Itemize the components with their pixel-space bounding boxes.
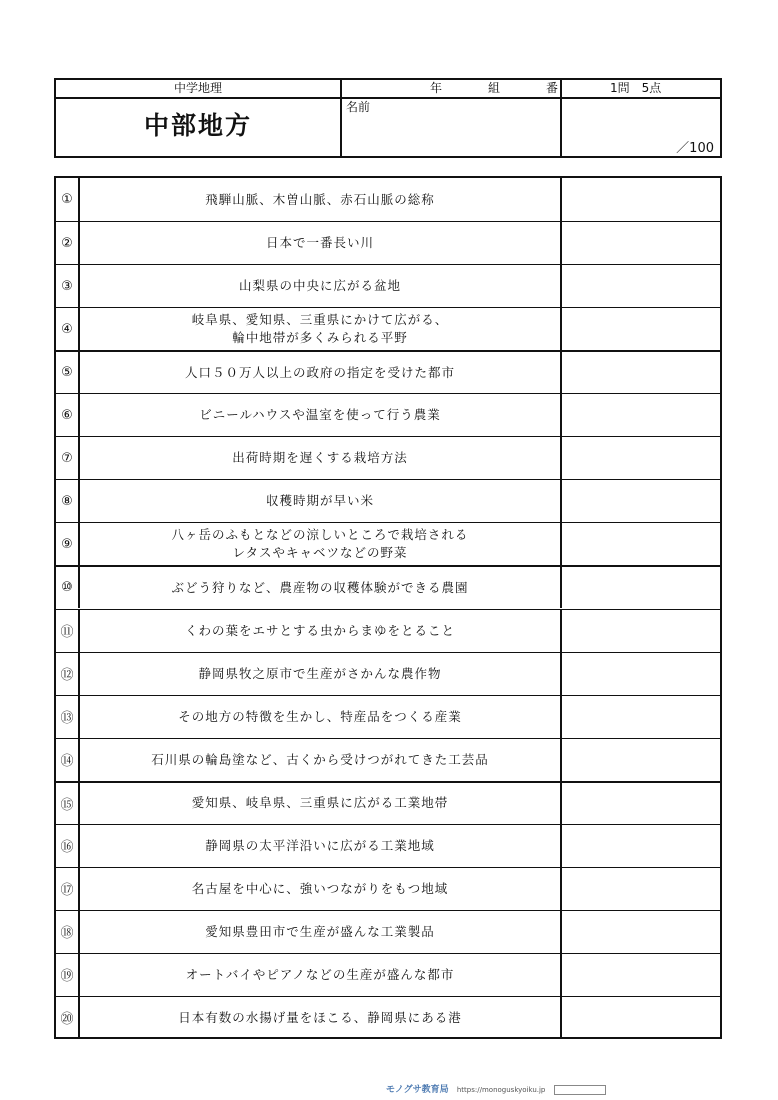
subject-label: 中学地理 <box>56 80 342 99</box>
question-row <box>56 695 720 738</box>
score-label: ／100 <box>676 141 714 156</box>
question-text: ぶどう狩りなど、農産物の収穫体験ができる農園 <box>80 567 562 608</box>
class-label: 組 <box>488 81 501 95</box>
class-info <box>342 80 562 99</box>
question-number: ⑤ <box>56 352 80 393</box>
question-text: 静岡県牧之原市で生産がさかんな農作物 <box>80 653 562 695</box>
question-row <box>56 565 720 608</box>
answer-cell[interactable] <box>562 911 720 953</box>
question-text: 日本有数の水揚げ量をほこる、静岡県にある港 <box>80 997 562 1039</box>
answer-cell[interactable] <box>562 696 720 738</box>
question-number: ⑯ <box>56 825 80 867</box>
footer <box>386 1082 606 1095</box>
question-number: ⑭ <box>56 739 80 781</box>
footer-note: https://monoguskyoiku.jp <box>456 1086 546 1094</box>
question-row <box>56 609 720 652</box>
answer-cell[interactable] <box>562 997 720 1039</box>
question-number: ⑧ <box>56 480 80 522</box>
question-number: ⑦ <box>56 437 80 479</box>
answer-cell[interactable] <box>562 308 720 350</box>
year-label: 年 <box>430 81 443 95</box>
question-row <box>56 996 720 1039</box>
question-row <box>56 221 720 264</box>
question-text: 人口５０万人以上の政府の指定を受けた都市 <box>80 352 562 393</box>
answer-cell[interactable] <box>562 352 720 393</box>
name-label: 名前 <box>346 100 371 114</box>
question-number: ② <box>56 222 80 264</box>
answer-cell[interactable] <box>562 394 720 436</box>
answer-cell[interactable] <box>562 178 720 221</box>
question-row <box>56 264 720 307</box>
answer-cell[interactable] <box>562 954 720 996</box>
question-row <box>56 824 720 867</box>
answer-cell[interactable] <box>562 610 720 652</box>
question-number: ⑥ <box>56 394 80 436</box>
question-number: ⑩ <box>56 567 80 608</box>
answer-cell[interactable] <box>562 653 720 695</box>
question-row <box>56 522 720 565</box>
question-number: ⑪ <box>56 610 80 652</box>
question-table <box>54 176 722 1039</box>
question-row <box>56 781 720 824</box>
answer-cell[interactable] <box>562 868 720 910</box>
question-row <box>56 350 720 393</box>
question-text: 静岡県の太平洋沿いに広がる工業地域 <box>80 825 562 867</box>
question-row <box>56 652 720 695</box>
answer-cell[interactable] <box>562 523 720 565</box>
question-text: 収穫時期が早い米 <box>80 480 562 522</box>
question-text: 飛騨山脈、木曽山脈、赤石山脈の総称 <box>80 178 562 221</box>
question-row <box>56 953 720 996</box>
question-number: ⑮ <box>56 783 80 824</box>
answer-cell[interactable] <box>562 437 720 479</box>
footer-box <box>554 1085 606 1095</box>
question-text: ビニールハウスや温室を使って行う農業 <box>80 394 562 436</box>
header-table <box>54 78 722 158</box>
question-text: 名古屋を中心に、強いつながりをもつ地域 <box>80 868 562 910</box>
question-text: 出荷時期を遅くする栽培方法 <box>80 437 562 479</box>
question-number: ⑱ <box>56 911 80 953</box>
question-row <box>56 393 720 436</box>
question-number: ③ <box>56 265 80 307</box>
question-row <box>56 178 720 221</box>
question-text: オートバイやピアノなどの生産が盛んな都市 <box>80 954 562 996</box>
question-number: ⑲ <box>56 954 80 996</box>
answer-cell[interactable] <box>562 480 720 522</box>
question-row <box>56 307 720 350</box>
score-field[interactable] <box>562 99 720 156</box>
name-field[interactable] <box>342 99 562 156</box>
question-row <box>56 436 720 479</box>
answer-cell[interactable] <box>562 222 720 264</box>
question-text: 八ヶ岳のふもとなどの涼しいところで栽培される レタスやキャベツなどの野菜 <box>80 523 562 565</box>
question-text: 石川県の輪島塗など、古くから受けつがれてきた工芸品 <box>80 739 562 781</box>
brand-logo: モノグサ教育局 <box>386 1085 449 1095</box>
answer-cell[interactable] <box>562 825 720 867</box>
question-row <box>56 910 720 953</box>
question-number: ⑫ <box>56 653 80 695</box>
number-label: 番 <box>546 81 559 95</box>
question-number: ⑳ <box>56 997 80 1039</box>
question-number: ⑰ <box>56 868 80 910</box>
answer-cell[interactable] <box>562 739 720 781</box>
points-label: 1問 5点 <box>562 80 720 99</box>
question-number: ④ <box>56 308 80 350</box>
question-text: くわの葉をエサとする虫からまゆをとること <box>80 610 562 652</box>
question-text: 岐阜県、愛知県、三重県にかけて広がる、 輪中地帯が多くみられる平野 <box>80 308 562 350</box>
question-text: その地方の特徴を生かし、特産品をつくる産業 <box>80 696 562 738</box>
question-row <box>56 867 720 910</box>
question-number: ⑨ <box>56 523 80 565</box>
question-text: 山梨県の中央に広がる盆地 <box>80 265 562 307</box>
question-row <box>56 738 720 781</box>
question-number: ⑬ <box>56 696 80 738</box>
answer-cell[interactable] <box>562 265 720 307</box>
question-text: 愛知県、岐阜県、三重県に広がる工業地帯 <box>80 783 562 824</box>
question-text: 愛知県豊田市で生産が盛んな工業製品 <box>80 911 562 953</box>
question-number: ① <box>56 178 80 221</box>
worksheet-title: 中部地方 <box>56 99 342 156</box>
answer-cell[interactable] <box>562 567 720 608</box>
answer-cell[interactable] <box>562 783 720 824</box>
question-text: 日本で一番長い川 <box>80 222 562 264</box>
question-row <box>56 479 720 522</box>
